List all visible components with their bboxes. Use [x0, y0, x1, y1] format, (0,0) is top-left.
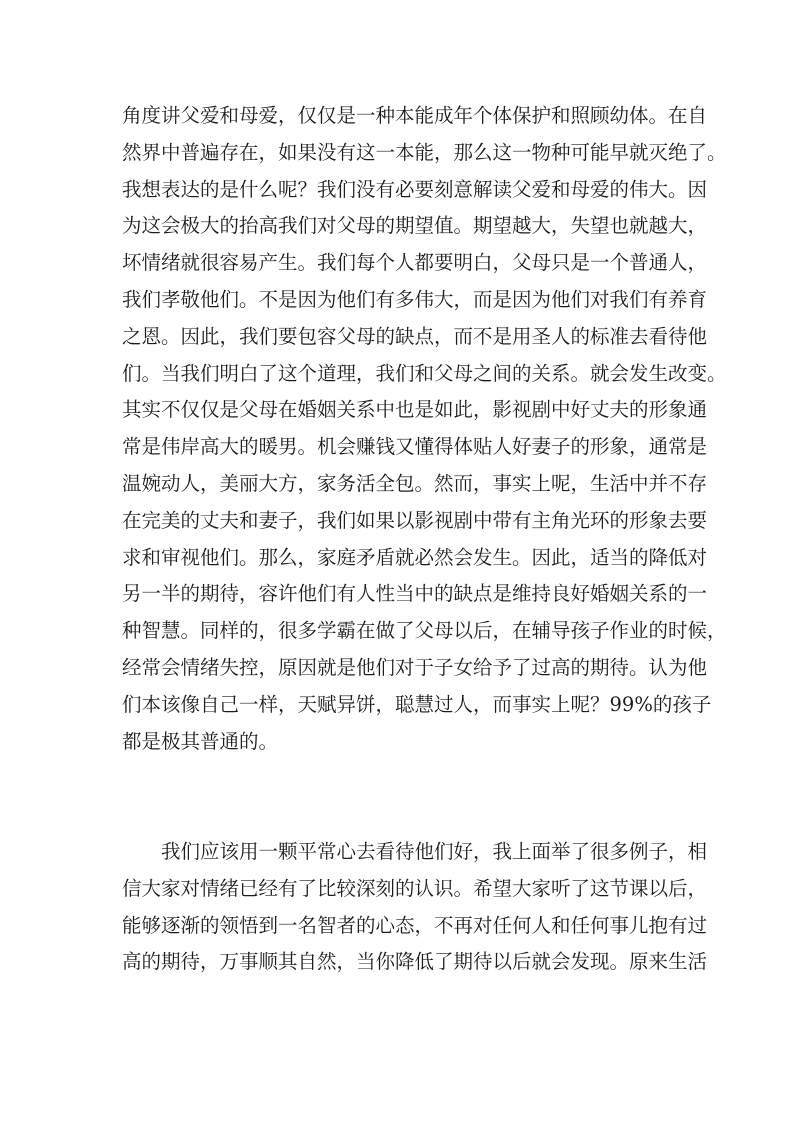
paragraph-2 [122, 834, 708, 981]
text-line: 信大家对情绪已经有了比较深刻的认识。希望大家听了这节课以后， [122, 876, 708, 900]
text-line: 坏情绪就很容易产生。我们每个人都要明白，父母只是一个普通人， [122, 251, 708, 275]
paragraph-1 [122, 98, 727, 760]
text-line: 为这会极大的抬高我们对父母的期望值。期望越大，失望也就越大， [122, 214, 708, 238]
text-line: 角度讲父爱和母爱，仅仅是一种本能成年个体保护和照顾幼体。在自 [122, 104, 708, 127]
text-line: 我想表达的是什么呢？我们没有必要刻意解读父爱和母爱的伟大。因 [122, 177, 708, 201]
text-line: 另一半的期待，容许他们有人性当中的缺点是维持良好婚姻关系的一 [122, 582, 708, 606]
text-line: 种智慧。同样的，很多学霸在做了父母以后，在辅导孩子作业的时候， [122, 619, 727, 643]
text-line: 然界中普遍存在，如果没有这一本能，那么这一物种可能早就灭绝了。 [122, 140, 727, 164]
text-line: 能够逐渐的领悟到一名智者的心态，不再对任何人和任何事儿抱有过 [122, 913, 708, 937]
text-line: 常是伟岸高大的暖男。机会赚钱又懂得体贴人好妻子的形象，通常是 [122, 435, 708, 459]
text-line: 其实不仅仅是父母在婚姻关系中也是如此，影视剧中好丈夫的形象通 [122, 398, 708, 422]
text-line: 温婉动人，美丽大方，家务活全包。然而，事实上呢，生活中并不存 [122, 471, 708, 495]
text-line: 高的期待，万事顺其自然，当你降低了期待以后就会发现。原来生活 [122, 950, 708, 974]
text-line: 在完美的丈夫和妻子，我们如果以影视剧中带有主角光环的形象去要 [122, 508, 708, 532]
text-line: 求和审视他们。那么，家庭矛盾就必然会发生。因此，适当的降低对 [122, 545, 708, 569]
text-line: 我们应该用一颗平常心去看待他们好，我上面举了很多例子，相 [161, 840, 708, 863]
text-line: 们。当我们明白了这个道理，我们和父母之间的关系。就会发生改变。 [122, 361, 727, 385]
text-line: 我们孝敬他们。不是因为他们有多伟大，而是因为他们对我们有养育 [122, 287, 708, 311]
text-line: 都是极其普通的。 [122, 729, 279, 753]
text-line: 经常会情绪失控，原因就是他们对于子女给予了过高的期待。认为他 [122, 655, 708, 679]
text-line: 们本该像自己一样，天赋异饼，聪慧过人，而事实上呢？99%的孩子 [122, 692, 712, 716]
text-line: 之恩。因此，我们要包容父母的缺点，而不是用圣人的标准去看待他 [122, 324, 708, 348]
